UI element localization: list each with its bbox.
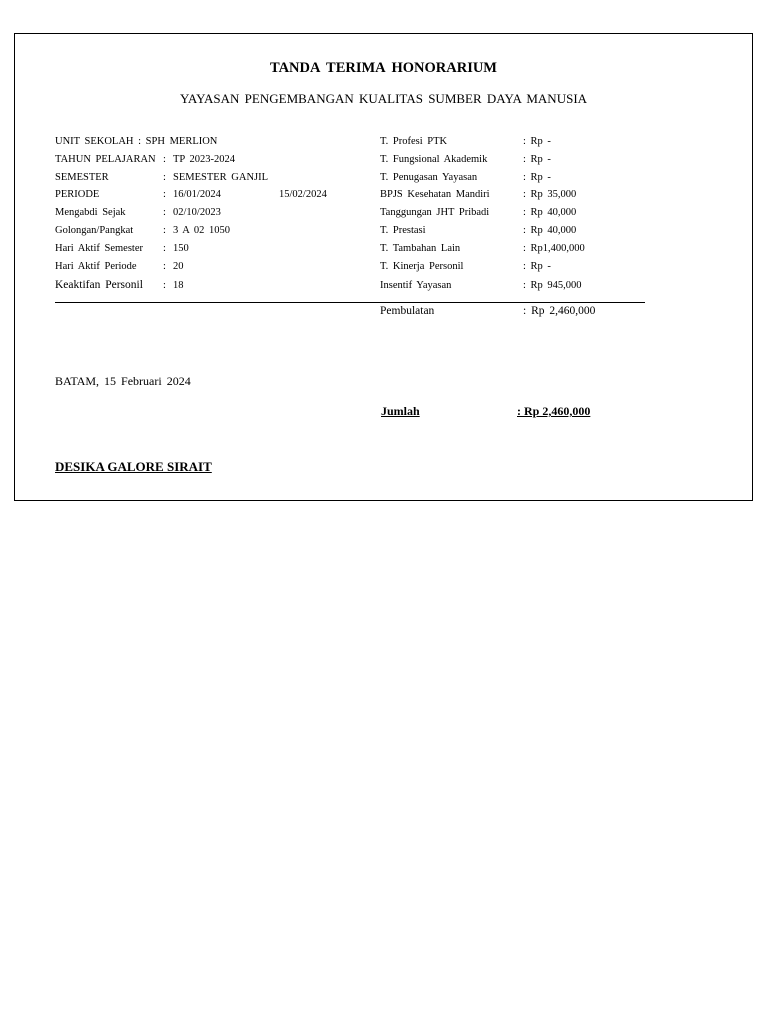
field-value-insentif-yayasan: : Rp 945,000 (523, 280, 582, 291)
field-value-tahun-pelajaran: TP 2023-2024 (173, 154, 235, 165)
field-label-penugasan-yayasan: T. Penugasan Yayasan (380, 172, 478, 183)
field-value-keaktifan-personil: 18 (173, 280, 184, 291)
field-label-bpjs-kesehatan: BPJS Kesehatan Mandiri (380, 189, 490, 200)
field-label-mengabdi-sejak: Mengabdi Sejak (55, 207, 126, 218)
field-label-tahun-pelajaran: TAHUN PELAJARAN (55, 154, 156, 165)
jumlah-value: : Rp 2,460,000 (517, 404, 591, 418)
field-value-semester: SEMESTER GANJIL (173, 172, 269, 183)
signatory-name: DESIKA GALORE SIRAIT (55, 459, 212, 474)
pembulatan-label: Pembulatan (380, 305, 435, 317)
field-label-profesi-ptk: T. Profesi PTK (380, 136, 448, 147)
document-subtitle: YAYASAN PENGEMBANGAN KUALITAS SUMBER DAYA MANUSIA (179, 91, 588, 106)
field-label-tambahan-lain: T. Tambahan Lain (380, 243, 461, 254)
field-label-keaktifan-personil: Keaktifan Personil (55, 279, 143, 291)
field-value-mengabdi-sejak: 02/10/2023 (173, 207, 221, 218)
field-value-golongan: 3 A 02 1050 (173, 225, 231, 236)
jumlah-label: Jumlah (381, 404, 420, 418)
field-value-periode-end: 15/02/2024 (279, 189, 327, 200)
field-value-penugasan-yayasan: : Rp - (523, 172, 551, 183)
field-colon: : (163, 154, 166, 165)
field-value-tambahan-lain: : Rp1,400,000 (523, 243, 585, 254)
field-value-fungsional-akademik: : Rp - (523, 154, 551, 165)
field-colon: : (163, 225, 166, 236)
place-date: BATAM, 15 Februari 2024 (55, 374, 191, 388)
field-value-tanggungan-jht: : Rp 40,000 (523, 207, 577, 218)
field-value-hari-aktif-semester: 150 (173, 243, 189, 254)
field-label-hari-aktif-semester: Hari Aktif Semester (55, 243, 143, 254)
field-colon: : (163, 243, 166, 254)
field-colon: : (163, 207, 166, 218)
field-value-kinerja-personil: : Rp - (523, 261, 551, 272)
field-label-semester: SEMESTER (55, 172, 109, 183)
field-value-profesi-ptk: : Rp - (523, 136, 551, 147)
field-label-golongan: Golongan/Pangkat (55, 225, 134, 236)
field-colon: : (163, 280, 166, 291)
field-label-hari-aktif-periode: Hari Aktif Periode (55, 261, 137, 272)
field-value-prestasi: : Rp 40,000 (523, 225, 577, 236)
field-colon: : (163, 261, 166, 272)
field-value-bpjs-kesehatan: : Rp 35,000 (523, 189, 577, 200)
field-label-kinerja-personil: T. Kinerja Personil (380, 261, 464, 272)
field-label-tanggungan-jht: Tanggungan JHT Pribadi (380, 207, 490, 218)
pembulatan-value: : Rp 2,460,000 (523, 305, 596, 317)
field-label-prestasi: T. Prestasi (380, 225, 426, 236)
field-value-periode-start: 16/01/2024 (173, 189, 221, 200)
field-colon: : (163, 172, 166, 183)
field-label-insentif-yayasan: Insentif Yayasan (380, 280, 452, 291)
document-title: TANDA TERIMA HONORARIUM (269, 60, 497, 76)
field-label-unit-sekolah: UNIT SEKOLAH : SPH MERLION (55, 136, 218, 147)
receipt-document (14, 33, 753, 501)
field-colon: : (163, 189, 166, 200)
field-label-fungsional-akademik: T. Fungsional Akademik (380, 154, 488, 165)
field-label-periode: PERIODE (55, 189, 100, 200)
field-value-hari-aktif-periode: 20 (173, 261, 184, 272)
divider-line (55, 302, 645, 303)
